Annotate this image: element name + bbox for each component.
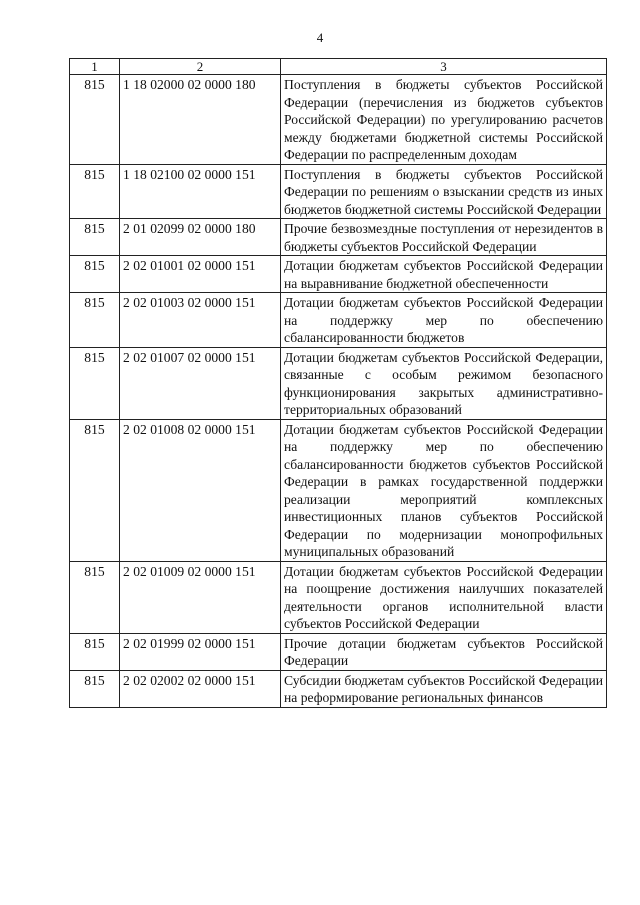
admin-code-cell: 815 (70, 164, 120, 219)
revenue-code-cell: 2 01 02099 02 0000 180 (120, 219, 281, 256)
revenue-name-cell: Дотации бюджетам субъектов Российской Федерации на выравнивание бюджетной обеспеченности (281, 256, 607, 293)
table-header-row (70, 59, 607, 75)
table-row (70, 293, 607, 348)
revenue-code-cell: 2 02 01009 02 0000 151 (120, 561, 281, 633)
table-row (70, 633, 607, 670)
table-row (70, 419, 607, 561)
admin-code-cell: 815 (70, 419, 120, 561)
revenue-name-cell: Поступления в бюджеты субъектов Российской Федерации по решениям о взыскании средств из иных бюджетов бюджетной системы Российской Федерации (281, 164, 607, 219)
page-number: 4 (316, 30, 324, 45)
revenue-name-cell: Дотации бюджетам субъектов Российской Федерации на поддержку мер по обеспечению сбалансированности бюджетов (281, 293, 607, 348)
admin-code-cell: 815 (70, 219, 120, 256)
admin-code-cell: 815 (70, 293, 120, 348)
column-header-2: 2 (120, 59, 281, 75)
table-row (70, 670, 607, 707)
column-header-1: 1 (70, 59, 120, 75)
revenue-code-cell: 2 02 01003 02 0000 151 (120, 293, 281, 348)
revenue-code-cell: 2 02 02002 02 0000 151 (120, 670, 281, 707)
admin-code-cell: 815 (70, 75, 120, 165)
revenue-code-cell: 2 02 01001 02 0000 151 (120, 256, 281, 293)
table-row (70, 347, 607, 419)
table-row (70, 219, 607, 256)
admin-code-cell: 815 (70, 561, 120, 633)
table-row (70, 561, 607, 633)
revenue-name-cell: Дотации бюджетам субъектов Российской Федерации на поддержку мер по обеспечению сбалансированности бюджетов субъектов Российской Федерации в рамках государственной поддержки реализации мероприятий комплексных инвестиционных планов субъектов Российской Федерации по модернизации монопрофильных муниципальных образований (281, 419, 607, 561)
admin-code-cell: 815 (70, 347, 120, 419)
revenue-name-cell: Дотации бюджетам субъектов Российской Федерации на поощрение достижения наилучших показателей деятельности органов исполнительной власти субъектов Российской Федерации (281, 561, 607, 633)
revenue-name-cell: Субсидии бюджетам субъектов Российской Федерации на реформирование региональных финансов (281, 670, 607, 707)
revenue-name-cell: Дотации бюджетам субъектов Российской Федерации, связанные с особым режимом безопасного функционирования закрытых административно-территориальных образований (281, 347, 607, 419)
revenue-name-cell: Поступления в бюджеты субъектов Российской Федерации (перечисления из бюджетов субъектов Российской Федерации) по урегулированию расчетов между бюджетами бюджетной системы Российской Федерации по распределенным доходам (281, 75, 607, 165)
admin-code-cell: 815 (70, 633, 120, 670)
revenue-code-cell: 1 18 02100 02 0000 151 (120, 164, 281, 219)
admin-code-cell: 815 (70, 256, 120, 293)
revenue-name-cell: Прочие безвозмездные поступления от нерезидентов в бюджеты субъектов Российской Федерации (281, 219, 607, 256)
revenue-code-cell: 2 02 01007 02 0000 151 (120, 347, 281, 419)
revenue-code-cell: 2 02 01008 02 0000 151 (120, 419, 281, 561)
column-header-3: 3 (281, 59, 607, 75)
table-row (70, 75, 607, 165)
admin-code-cell: 815 (70, 670, 120, 707)
budget-codes-table (69, 58, 607, 708)
revenue-code-cell: 1 18 02000 02 0000 180 (120, 75, 281, 165)
table-row (70, 256, 607, 293)
revenue-code-cell: 2 02 01999 02 0000 151 (120, 633, 281, 670)
table-row (70, 164, 607, 219)
revenue-name-cell: Прочие дотации бюджетам субъектов Российской Федерации (281, 633, 607, 670)
